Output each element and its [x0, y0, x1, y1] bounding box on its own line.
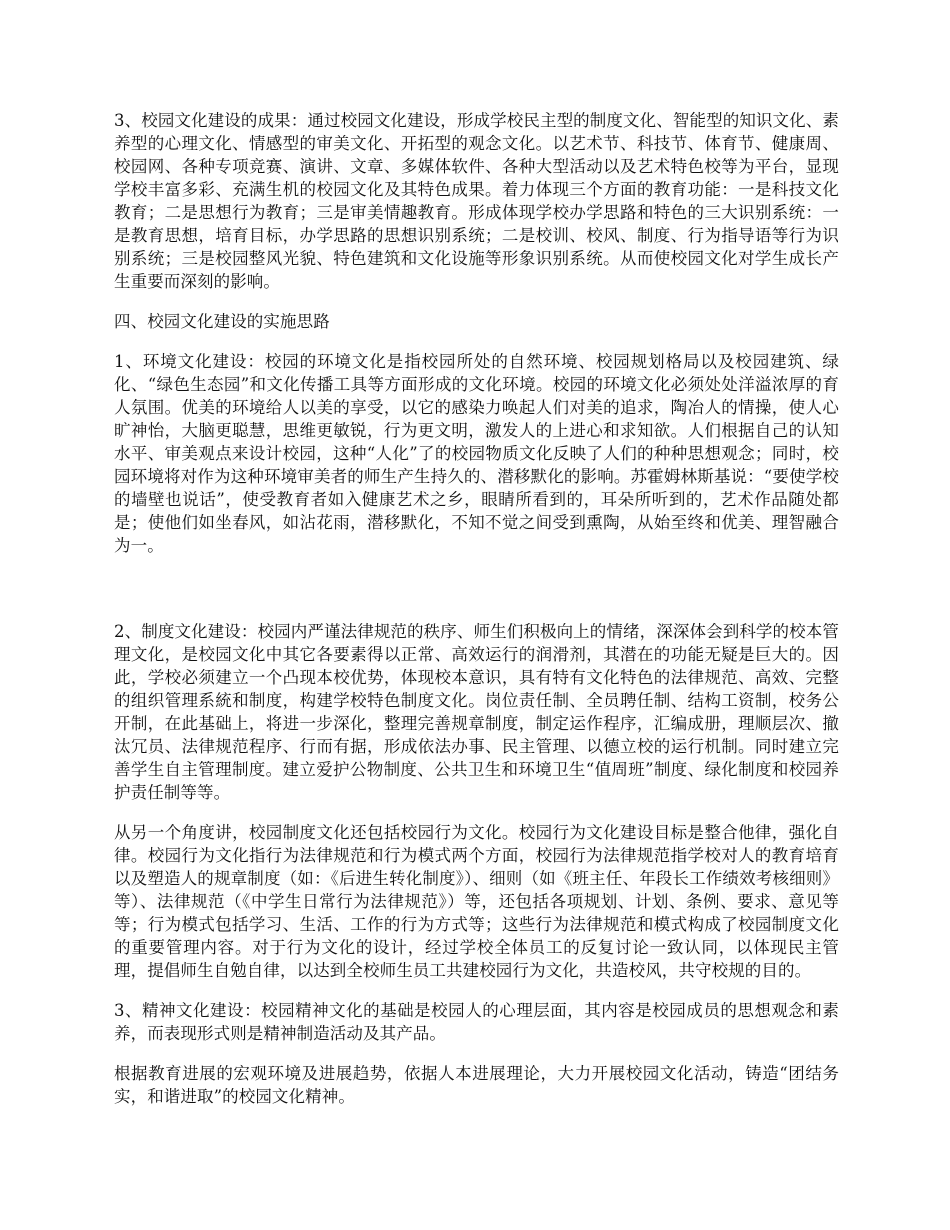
paragraph-campus-culture-results: 3、校园文化建设的成果：通过校园文化建设，形成学校民主型的制度文化、智能型的知识文化、素养型的心理文化、情感型的审美文化、开拓型的观念文化。以艺术节、科技节、体育节、健康周、校园网、各种专项竞赛、演讲、文章、多媒体软件、各种大型活动以及艺术特色校等为平台，显现学校丰富多彩、充满生机的校园文化及其特色成果。着力体现三个方面的教育功能：一是科技文化教育；二是思想行为教育；三是审美情趣教育。形成体现学校办学思路和特色的三大识别系统：一是教育思想，培育目标，办学思路的思想识别系统；二是校训、校风、制度、行为指导语等行为识别系统；三是校园整风光貌、特色建筑和文化设施等形象识别系统。从而使校园文化对学生成长产生重要而深刻的影响。 — [114, 111, 839, 291]
paragraph-spirit-motto: 根据教育进展的宏观环境及进展趋势，依据人本进展理论，大力开展校园文化活动，铸造“团结务实，和谐进取”的校园文化精神。 — [114, 1064, 839, 1106]
paragraph-spirit-culture: 3、精神文化建设：校园精神文化的基础是校园人的心理层面，其内容是校园成员的思想观念和素养，而表现形式则是精神制造活动及其产品。 — [114, 1001, 839, 1043]
blank-gap — [114, 574, 839, 620]
paragraph-behavior-culture: 从另一个角度讲，校园制度文化还包括校园行为文化。校园行为文化建设目标是整合他律，强化自律。校园行为文化指行为法律规范和行为模式两个方面，校园行为法律规范指学校对人的教育培育以及塑造人的规章制度（如：《后进生转化制度》）、细则（如《班主任、年段长工作绩效考核细则》等）、法律规范（《中学生日常行为法律规范》）等，还包括各项规划、计划、条例、要求、意见等等；行为模式包括学习、生活、工作的行为方式等；这些行为法律规范和模式构成了校园制度文化的重要管理内容。对于行为文化的设计，经过学校全体员工的反复讨论一致认同，以体现民主管理，提倡师生自勉自律，以达到全校师生员工共建校园行为文化，共造校风，共守校规的目的。 — [114, 823, 839, 980]
paragraph-environment-culture: 1、环境文化建设：校园的环境文化是指校园所处的自然环境、校园规划格局以及校园建筑、绿化、“绿色生态园”和文化传播工具等方面形成的文化环境。校园的环境文化必须处处洋溢浓厚的育人氛围。优美的环境给人以美的享受，以它的感染力唤起人们对美的追求，陶冶人的情操，使人心旷神怡，大脑更聪慧，思维更敏锐，行为更文明，激发人的上进心和求知欲。人们根据自己的认知水平、审美观点来设计校园，这种“人化”了的校园物质文化反映了人们的种种思想观念；同时，校园环境将对作为这种环境审美者的师生产生持久的、潜移默化的影响。苏霍姆林斯基说：“要使学校的墙壁也说话”，使受教育者如入健康艺术之乡，眼睛所看到的，耳朵所听到的，艺术作品随处都是；使他们如坐春风，如沾花雨，潜移默化，不知不觉之间受到熏陶，从始至终和优美、理智融合为一。 — [114, 352, 839, 555]
section-heading-implementation: 四、校园文化建设的实施思路 — [114, 312, 330, 331]
paragraph-system-culture: 2、制度文化建设：校园内严谨法律规范的秩序、师生们积极向上的情绪，深深体会到科学的校本管理文化，是校园文化中其它各要素得以正常、高效运行的润滑剂，其潜在的功能无疑是巨大的。因此，学校必须建立一个凸现本校优势，体现校本意识，具有特有文化特色的法律规范、高效、完整的组织管理系統和制度，构建学校特色制度文化。岗位责任制、全员聘任制、结构工资制，校务公开制，在此基础上，将进一步深化，整理完善规章制度，制定运作程序，汇编成册，理顺层次、撤汰冗员、法律规范程序、行而有据，形成依法办事、民主管理、以德立校的运行机制。同时建立完善学生自主管理制度。建立爱护公物制度、公共卫生和环境卫生“值周班”制度、绿化制度和校园养护责任制等等。 — [114, 622, 839, 802]
document-page — [114, 109, 839, 1125]
